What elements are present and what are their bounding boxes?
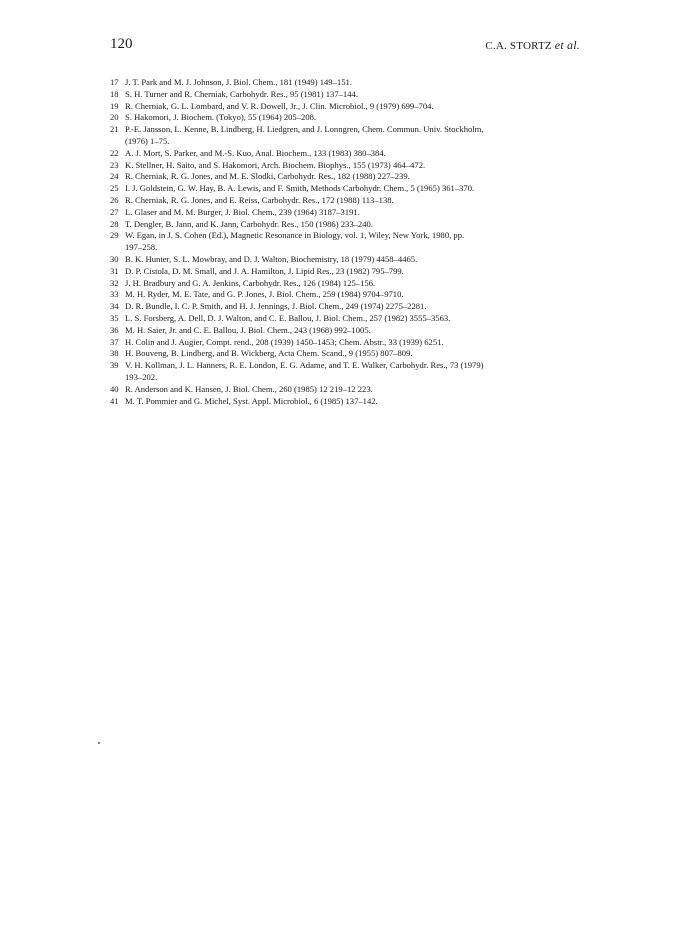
reference-citation: L. S. Forsberg, A. Dell, D. J. Walton, and C. E. Ballou, J. Biol. Chem., 257 (1982) 3555–3563.	[125, 312, 451, 323]
reference-continuation: (1976) 1–75.	[125, 135, 170, 146]
reference-citation: P.-E. Jansson, L. Kenne, B. Lindberg, H. Liedgren, and J. Lonngren, Chem. Commun. Univ. Stockholm,	[125, 124, 484, 135]
reference-number: 20	[110, 112, 119, 123]
reference-citation: J. H. Bradbury and G. A. Jenkins, Carbohydr. Res., 126 (1984) 125–156.	[125, 277, 376, 288]
reference-text	[110, 289, 580, 301]
reference-number: 36	[110, 324, 119, 335]
page-header	[110, 36, 580, 58]
reference-item	[110, 171, 580, 183]
reference-citation: W. Egan, in J. S. Cohen (Ed.), Magnetic Resonance in Biology, vol. 1, Wiley, New York, 1980, pp.	[125, 230, 465, 241]
reference-number: 40	[110, 383, 119, 394]
reference-text	[110, 160, 580, 172]
reference-citation: H. Bouveng, B. Lindberg, and B. Wickberg, Acta Chem. Scand., 9 (1955) 807–809.	[125, 348, 413, 359]
reference-item	[110, 230, 580, 254]
page-number: 120	[110, 36, 133, 52]
reference-item	[110, 325, 580, 337]
reference-citation: T. Dengler, B. Jann, and K. Jann, Carbohydr. Res., 150 (1986) 233–240.	[125, 218, 373, 229]
reference-text	[110, 325, 580, 337]
scan-speck	[98, 742, 100, 744]
reference-item	[110, 77, 580, 89]
reference-item	[110, 289, 580, 301]
reference-text	[110, 112, 580, 124]
reference-citation: R. Anderson and K. Hansen, J. Biol. Chem., 260 (1985) 12 219–12 223.	[125, 383, 373, 394]
reference-number: 19	[110, 100, 119, 111]
reference-number: 32	[110, 277, 119, 288]
reference-number: 38	[110, 348, 119, 359]
reference-text	[110, 360, 580, 372]
reference-citation: B. K. Hunter, S. L. Mowbray, and D. J. Walton, Biochemistry, 18 (1979) 4458–4465.	[125, 253, 418, 264]
reference-citation: S. Hakomori, J. Biochem. (Tokyo), 55 (1964) 205–208.	[125, 112, 317, 123]
reference-text	[110, 348, 580, 360]
reference-citation: A. J. Mort, S. Parker, and M.-S. Kuo, Anal. Biochem., 133 (1983) 380–384.	[125, 147, 386, 158]
reference-text	[110, 101, 580, 113]
reference-number: 37	[110, 336, 119, 347]
reference-text	[110, 230, 580, 242]
reference-text	[110, 313, 580, 325]
reference-text	[110, 89, 580, 101]
reference-number: 24	[110, 171, 119, 182]
reference-text	[110, 148, 580, 160]
reference-citation: L. Glaser and M. M. Burger, J. Biol. Chem., 239 (1964) 3187–3191.	[125, 206, 360, 217]
reference-number: 27	[110, 206, 119, 217]
running-head-authors: C.A. STORTZ	[485, 40, 552, 52]
reference-citation: M. T. Pommier and G. Michel, Syst. Appl. Microbiol., 6 (1985) 137–142.	[125, 395, 378, 406]
reference-citation: K. Stellner, H. Saito, and S. Hakomori, Arch. Biochem. Biophys., 155 (1973) 464–472.	[125, 159, 426, 170]
reference-text	[110, 207, 580, 219]
reference-text	[110, 266, 580, 278]
reference-item	[110, 396, 580, 408]
reference-number: 26	[110, 194, 119, 205]
reference-citation: R. Cherniak, G. L. Lombard, and V. R. Dowell, Jr., J. Clin. Microbiol., 9 (1979) 699–704.	[125, 100, 434, 111]
reference-item	[110, 266, 580, 278]
reference-citation: D. R. Bundle, I. C. P. Smith, and H. J. Jennings, J. Biol. Chem., 249 (1974) 2275–2281.	[125, 301, 427, 312]
reference-number: 18	[110, 88, 119, 99]
reference-citation: M. H. Ryder, M. E. Tate, and G. P. Jones, J. Biol. Chem., 259 (1984) 9704–9710.	[125, 289, 404, 300]
reference-number: 25	[110, 183, 119, 194]
reference-item	[110, 337, 580, 349]
running-head-etal: et al.	[554, 38, 580, 52]
reference-text	[110, 124, 580, 136]
reference-item	[110, 254, 580, 266]
reference-text	[110, 171, 580, 183]
reference-item	[110, 101, 580, 113]
reference-item	[110, 278, 580, 290]
reference-text	[110, 219, 580, 231]
reference-number: 31	[110, 265, 119, 276]
reference-item	[110, 384, 580, 396]
running-head	[485, 38, 580, 53]
reference-number: 29	[110, 230, 119, 241]
reference-number: 22	[110, 147, 119, 158]
reference-item	[110, 348, 580, 360]
reference-text	[110, 278, 580, 290]
reference-citation: S. H. Turner and R. Cherniak, Carbohydr. Res., 95 (1981) 137–144.	[125, 88, 358, 99]
reference-text	[110, 396, 580, 408]
reference-item	[110, 124, 580, 148]
reference-text	[110, 337, 580, 349]
reference-text	[110, 254, 580, 266]
reference-citation: R. Cherniak, R. G. Jones, and E. Reiss, Carbohydr. Res., 172 (1988) 113–138.	[125, 194, 394, 205]
reference-citation: I. J. Goldstein, G. W. Hay, B. A. Lewis, and F. Smith, Methods Carbohydr. Chem., 5 (1965) 361–370.	[125, 183, 475, 194]
reference-number: 39	[110, 360, 119, 371]
reference-item	[110, 313, 580, 325]
reference-continuation: 197–258.	[125, 242, 158, 253]
reference-number: 41	[110, 395, 119, 406]
reference-text	[110, 183, 580, 195]
reference-number: 23	[110, 159, 119, 170]
reference-text	[110, 301, 580, 313]
reference-item	[110, 160, 580, 172]
reference-text	[110, 195, 580, 207]
reference-item	[110, 207, 580, 219]
reference-citation: V. H. Kollman, J. L. Hanners, R. E. London, E. G. Adame, and T. E. Walker, Carbohydr. Res., 73 (1979)	[125, 360, 484, 371]
reference-text	[110, 77, 580, 89]
reference-number: 28	[110, 218, 119, 229]
reference-text	[110, 384, 580, 396]
reference-citation: D. P. Cistola, D. M. Small, and J. A. Hamilton, J. Lipid Res., 23 (1982) 795–799.	[125, 265, 404, 276]
reference-item	[110, 195, 580, 207]
reference-citation: J. T. Park and M. J. Johnson, J. Biol. Chem., 181 (1949) 149–151.	[125, 77, 352, 87]
reference-number: 33	[110, 289, 119, 300]
reference-citation: R. Cherniak, R. G. Jones, and M. E. Slodki, Carbohydr. Res., 182 (1988) 227–239.	[125, 171, 410, 182]
reference-item	[110, 148, 580, 160]
reference-item	[110, 112, 580, 124]
reference-continuation: 193–202.	[125, 371, 158, 382]
reference-item	[110, 360, 580, 384]
reference-citation: H. Colin and J. Augier, Compt. rend., 208 (1939) 1450–1453; Chem. Abstr., 33 (1939) 6251.	[125, 336, 444, 347]
reference-item	[110, 183, 580, 195]
reference-item	[110, 89, 580, 101]
reference-number: 35	[110, 312, 119, 323]
reference-item	[110, 301, 580, 313]
reference-list	[110, 77, 580, 407]
reference-number: 30	[110, 253, 119, 264]
reference-number: 17	[110, 77, 119, 87]
reference-number: 34	[110, 301, 119, 312]
reference-item	[110, 219, 580, 231]
reference-citation: M. H. Saier, Jr. and C. E. Ballou, J. Biol. Chem., 243 (1968) 992–1005.	[125, 324, 371, 335]
reference-number: 21	[110, 124, 119, 135]
